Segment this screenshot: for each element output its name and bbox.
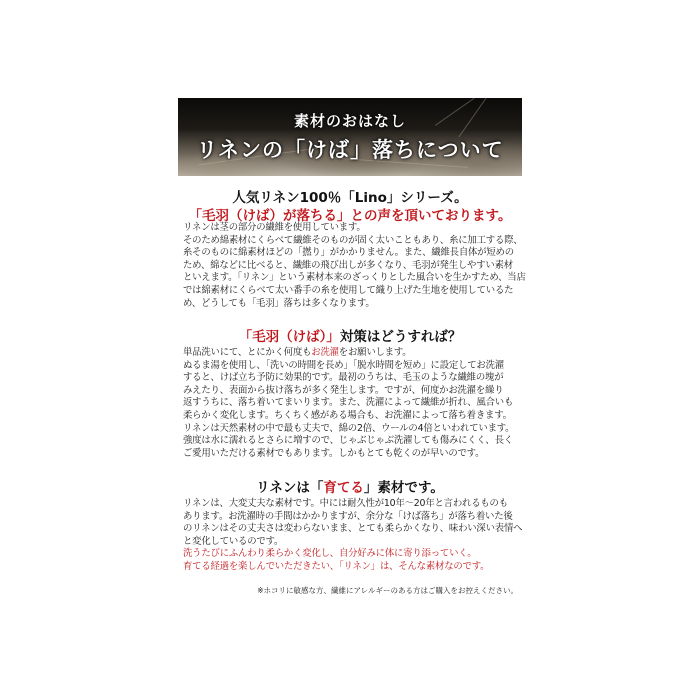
banner-title: リネンの「けば」落ちについて — [196, 138, 504, 162]
countermeasure-line: ぬるま湯を使用し、「洗いの時間を長め」「脱水時間を短め」に設定してお洗濯 — [183, 359, 504, 371]
intro-line: リネンは茎の部分の繊維を使用しています。 — [183, 222, 366, 233]
accent-line: 洗うたびにふんわり柔らかく変化し、自分好みに体に寄り添っていく。 — [183, 548, 477, 560]
grow-line: あります。お洗濯時の手間はかかりますが、余分な「けば落ち」が落ち着いた後 — [183, 510, 513, 522]
accent-line: 育てる経過を楽しんでいただきたい、「リネン」は、そんな素材なのです。 — [183, 560, 490, 572]
header-banner — [178, 98, 522, 176]
grow-line: のリネンはその丈夫さは変わらないまま、とても柔らかくなり、味わい深い表情へ — [183, 523, 523, 535]
countermeasure-line: 柔らかく変化します。ちくちく感がある場合も、お洗濯によって落ち着きます。 — [183, 409, 512, 421]
countermeasure-line: 強度は水に濡れるとさらに増すので、じゃぶじゃぶ洗濯しても傷みにくく、長く — [183, 435, 513, 447]
intro-line: 糸そのものに綿素材ほどの「撚り」がかかりません。また、繊維長自体が短めの — [183, 247, 514, 259]
intro-line: そのため綿素材にくらべて繊維そのものが固く太いこともあり、糸に加工する際、 — [183, 234, 523, 246]
intro-line: といえます。「リネン」という素材本来のざっくりとした風合いを生かすため、当店 — [183, 272, 526, 284]
intro-paragraph — [183, 222, 526, 310]
grow-line: リネンは、大変丈夫な素材です。中には耐久性が10年～20年と言われるものも — [183, 498, 508, 509]
grow-paragraph — [183, 498, 521, 574]
section-heading-countermeasure — [178, 325, 522, 345]
accent-text: お洗濯 — [311, 347, 339, 358]
headline-line-1: 人気リネン100％「Lino」シリーズ。 — [232, 190, 468, 206]
countermeasure-line: ご愛用いただける素材でもあります。しかもとても乾くのが早いのです。 — [183, 447, 485, 459]
intro-line: め、どうしても「毛羽」落ちは多くなります。 — [183, 297, 375, 309]
allergy-note: ※ホコリに敏感な方、繊維にアレルギーのある方はご購入をお控えください。 — [257, 586, 518, 595]
section-heading-red: 育てる — [323, 480, 364, 496]
intro-line: ため、綿などに比べると、繊維の飛び出しが多くなり、毛羽が発生しやすい素材 — [183, 259, 513, 271]
countermeasure-first-line: 単品洗いにて、とにかく何度もお洗濯をお願いします。 — [183, 347, 412, 358]
section-heading-grow: リネンは「育てる」素材です。 — [256, 480, 444, 496]
headline-line-2: 「毛羽（けば）が落ちる」との声を頂いております。 — [188, 208, 512, 224]
document-card — [178, 98, 526, 602]
countermeasure-line: すると、けば立ち予防に効果的です。最初のうちは、毛玉のような繊維の塊が — [183, 372, 504, 384]
countermeasure-line: 返すうちに、落ち着いてまいります。また、洗濯によって繊維が折れ、風合いも — [183, 397, 514, 409]
section-heading-red: 「毛羽（けば）」 — [238, 329, 340, 345]
countermeasure-line: みえたり、表面から抜け落ちが多く発生します。ですが、何度かお洗濯を繰り — [183, 384, 504, 396]
intro-line: では綿素材にくらべて太い番手の糸を使用して織り上げた生地を使用しているた — [183, 284, 514, 296]
section-heading-black: 対策はどうすれば？ — [339, 329, 462, 345]
grow-line: と変化しているのです。 — [183, 535, 284, 547]
countermeasure-line: リネンは天然素材の中で最も丈夫で、綿の2倍、ウールの4倍といわれています。 — [183, 422, 515, 434]
banner-subtitle: 素材のおはなし — [293, 112, 406, 130]
countermeasure-paragraph — [183, 347, 521, 460]
